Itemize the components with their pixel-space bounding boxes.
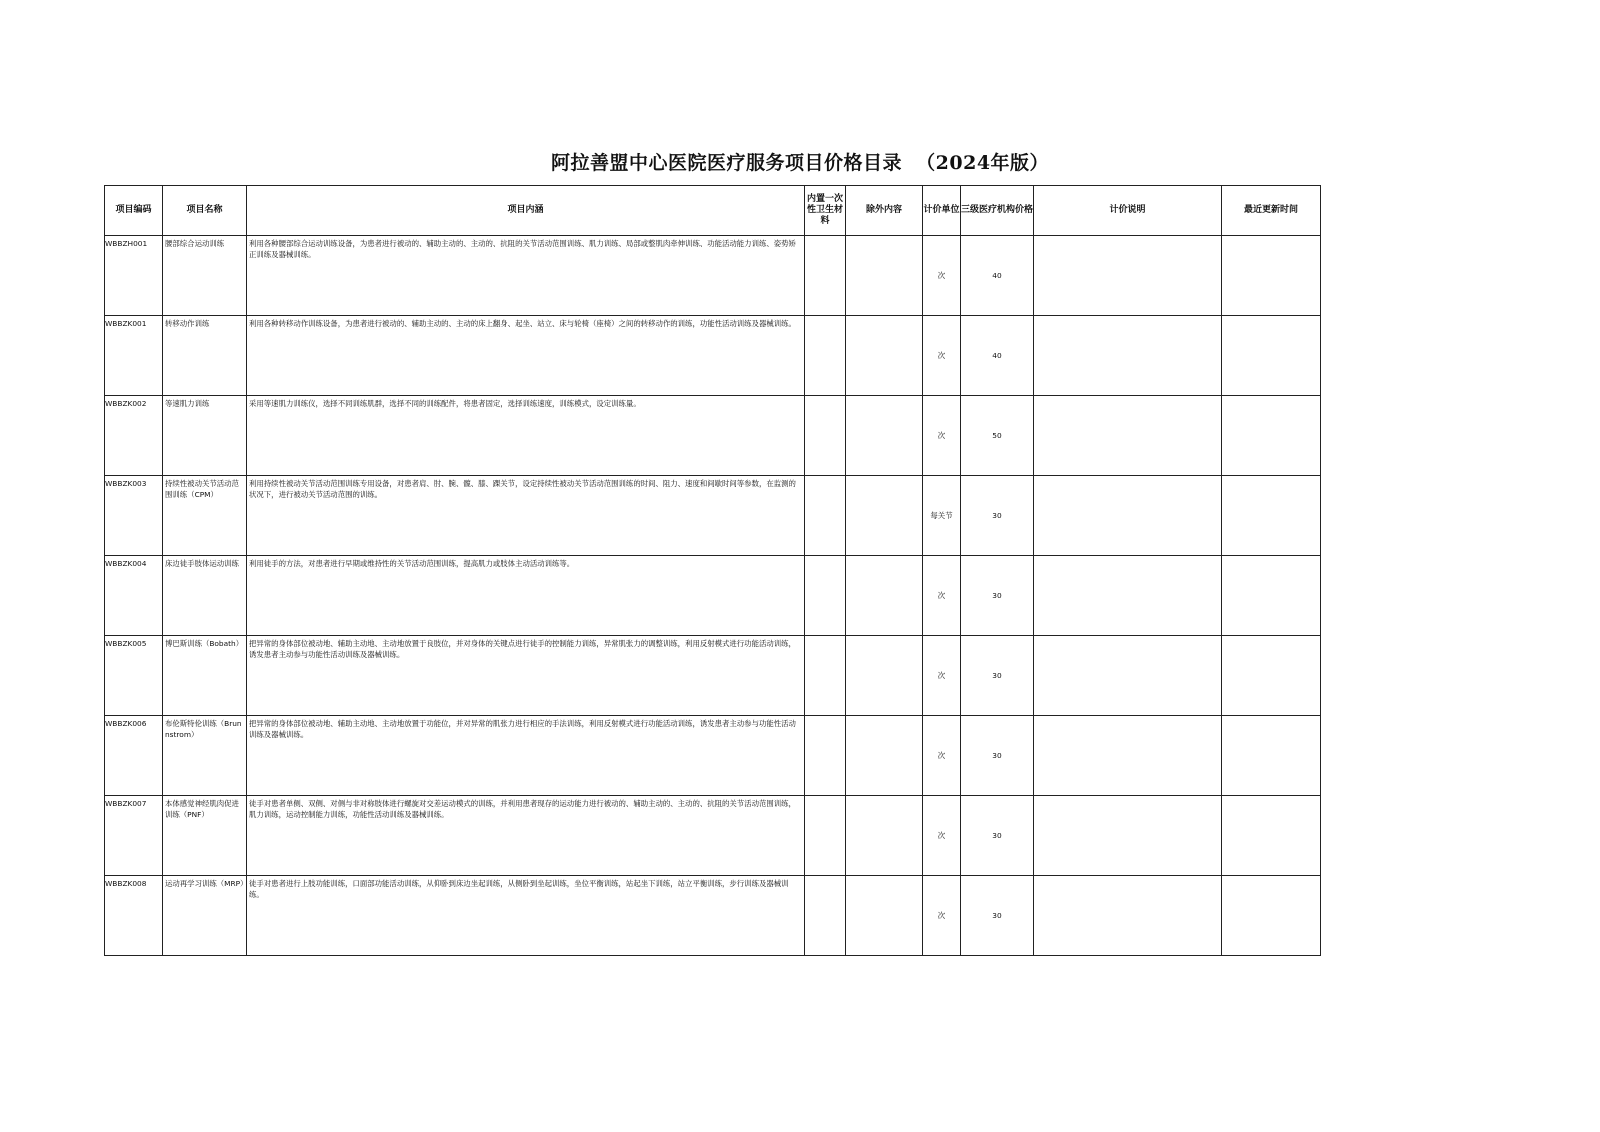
cell-material [805, 236, 846, 316]
cell-material [805, 876, 846, 956]
cell-updated [1222, 556, 1321, 636]
cell-content: 利用持续性被动关节活动范围训练专用设备，对患者肩、肘、腕、髋、膝、踝关节，设定持续性被动关节活动范围训练的时间、阻力、速度和间歇时间等参数，在监测的状况下，进行被动关节活动范围的训练。 [247, 476, 805, 556]
cell-excluded [846, 556, 923, 636]
cell-material [805, 396, 846, 476]
cell-note [1034, 636, 1222, 716]
header-code: 项目编码 [105, 186, 163, 236]
cell-price: 30 [961, 636, 1034, 716]
header-excluded: 除外内容 [846, 186, 923, 236]
cell-note [1034, 556, 1222, 636]
header-note: 计价说明 [1034, 186, 1222, 236]
cell-code: WBBZK004 [105, 556, 163, 636]
cell-content: 徒手对患者单侧、双侧、对侧与非对称肢体进行螺旋对交差运动模式的训练，并利用患者现存的运动能力进行被动的、辅助主动的、主动的、抗阻的关节活动范围训练，肌力训练，运动控制能力训练，功能性活动训练及器械训练。 [247, 796, 805, 876]
table-header-row [105, 186, 1321, 236]
header-updated: 最近更新时间 [1222, 186, 1321, 236]
cell-excluded [846, 236, 923, 316]
header-price: 三级医疗机构价格 [961, 186, 1034, 236]
cell-content: 利用徒手的方法，对患者进行早期或维持性的关节活动范围训练，提高肌力或肢体主动活动训练等。 [247, 556, 805, 636]
table-row [105, 396, 1321, 476]
cell-code: WBBZK006 [105, 716, 163, 796]
table-body [105, 236, 1321, 956]
cell-note [1034, 396, 1222, 476]
cell-content: 徒手对患者进行上肢功能训练，口面部功能活动训练，从仰卧到床边坐起训练，从侧卧到坐起训练，坐位平衡训练，站起坐下训练，站立平衡训练，步行训练及器械训练。 [247, 876, 805, 956]
cell-price: 40 [961, 316, 1034, 396]
cell-price: 40 [961, 236, 1034, 316]
cell-code: WBBZK003 [105, 476, 163, 556]
cell-content: 把异常的身体部位被动地、辅助主动地、主动地放置于良肢位，并对身体的关键点进行徒手的控制能力训练，异常肌张力的调整训练，利用反射模式进行功能活动训练，诱发患者主动参与功能性活动训练及器械训练。 [247, 636, 805, 716]
header-name: 项目名称 [163, 186, 247, 236]
cell-price: 50 [961, 396, 1034, 476]
cell-code: WBBZK005 [105, 636, 163, 716]
cell-unit: 次 [923, 316, 961, 396]
table-row [105, 236, 1321, 316]
cell-price: 30 [961, 556, 1034, 636]
cell-excluded [846, 876, 923, 956]
cell-unit: 次 [923, 716, 961, 796]
cell-unit: 次 [923, 876, 961, 956]
cell-code: WBBZK002 [105, 396, 163, 476]
table-row [105, 876, 1321, 956]
cell-name: 腰部综合运动训练 [163, 236, 247, 316]
cell-price: 30 [961, 716, 1034, 796]
cell-excluded [846, 636, 923, 716]
cell-code: WBBZH001 [105, 236, 163, 316]
cell-price: 30 [961, 796, 1034, 876]
header-unit: 计价单位 [923, 186, 961, 236]
cell-material [805, 796, 846, 876]
cell-name: 博巴斯训练（Bobath） [163, 636, 247, 716]
header-content: 项目内涵 [247, 186, 805, 236]
cell-excluded [846, 796, 923, 876]
cell-name: 本体感觉神经肌肉促进训练（PNF） [163, 796, 247, 876]
cell-content: 利用各种转移动作训练设备，为患者进行被动的、辅助主动的、主动的床上翻身、起坐、站立、床与轮椅（座椅）之间的转移动作的训练，功能性活动训练及器械训练。 [247, 316, 805, 396]
cell-name: 运动再学习训练（MRP） [163, 876, 247, 956]
cell-name: 持续性被动关节活动范围训练（CPM） [163, 476, 247, 556]
cell-updated [1222, 796, 1321, 876]
cell-note [1034, 476, 1222, 556]
cell-name: 转移动作训练 [163, 316, 247, 396]
cell-excluded [846, 396, 923, 476]
cell-updated [1222, 396, 1321, 476]
cell-material [805, 716, 846, 796]
cell-code: WBBZK007 [105, 796, 163, 876]
cell-name: 布伦斯特伦训练（Brunnstrom） [163, 716, 247, 796]
cell-updated [1222, 636, 1321, 716]
cell-material [805, 316, 846, 396]
table-row [105, 716, 1321, 796]
cell-unit: 次 [923, 396, 961, 476]
cell-updated [1222, 876, 1321, 956]
cell-material [805, 636, 846, 716]
table-row [105, 476, 1321, 556]
cell-price: 30 [961, 476, 1034, 556]
cell-unit: 次 [923, 556, 961, 636]
cell-note [1034, 716, 1222, 796]
cell-note [1034, 876, 1222, 956]
cell-unit: 次 [923, 796, 961, 876]
cell-updated [1222, 236, 1321, 316]
cell-updated [1222, 716, 1321, 796]
cell-content: 采用等速肌力训练仪，选择不同训练肌群，选择不同的训练配件，将患者固定，选择训练速度，训练模式，设定训练量。 [247, 396, 805, 476]
price-catalog-table [104, 185, 1321, 956]
cell-material [805, 556, 846, 636]
table-row [105, 556, 1321, 636]
cell-unit: 每关节 [923, 476, 961, 556]
cell-note [1034, 316, 1222, 396]
cell-excluded [846, 476, 923, 556]
cell-updated [1222, 316, 1321, 396]
cell-excluded [846, 316, 923, 396]
cell-excluded [846, 716, 923, 796]
cell-note [1034, 236, 1222, 316]
table-row [105, 796, 1321, 876]
cell-unit: 次 [923, 236, 961, 316]
cell-name: 床边徒手肢体运动训练 [163, 556, 247, 636]
cell-updated [1222, 476, 1321, 556]
table-row [105, 316, 1321, 396]
cell-note [1034, 796, 1222, 876]
header-material: 内置一次性卫生材料 [805, 186, 846, 236]
cell-price: 30 [961, 876, 1034, 956]
cell-unit: 次 [923, 636, 961, 716]
cell-name: 等速肌力训练 [163, 396, 247, 476]
table-row [105, 636, 1321, 716]
cell-content: 把异常的身体部位被动地、辅助主动地、主动地放置于功能位，并对异常的肌张力进行相应的手法训练，利用反射模式进行功能活动训练，诱发患者主动参与功能性活动训练及器械训练。 [247, 716, 805, 796]
page-title: 阿拉善盟中心医院医疗服务项目价格目录 （2024年版） [550, 152, 1050, 174]
cell-material [805, 476, 846, 556]
cell-content: 利用各种腰部综合运动训练设备，为患者进行被动的、辅助主动的、主动的、抗阻的关节活动范围训练、肌力训练、局部或整肌肉牵伸训练、功能活动能力训练、姿势矫正训练及器械训练。 [247, 236, 805, 316]
cell-code: WBBZK008 [105, 876, 163, 956]
cell-code: WBBZK001 [105, 316, 163, 396]
